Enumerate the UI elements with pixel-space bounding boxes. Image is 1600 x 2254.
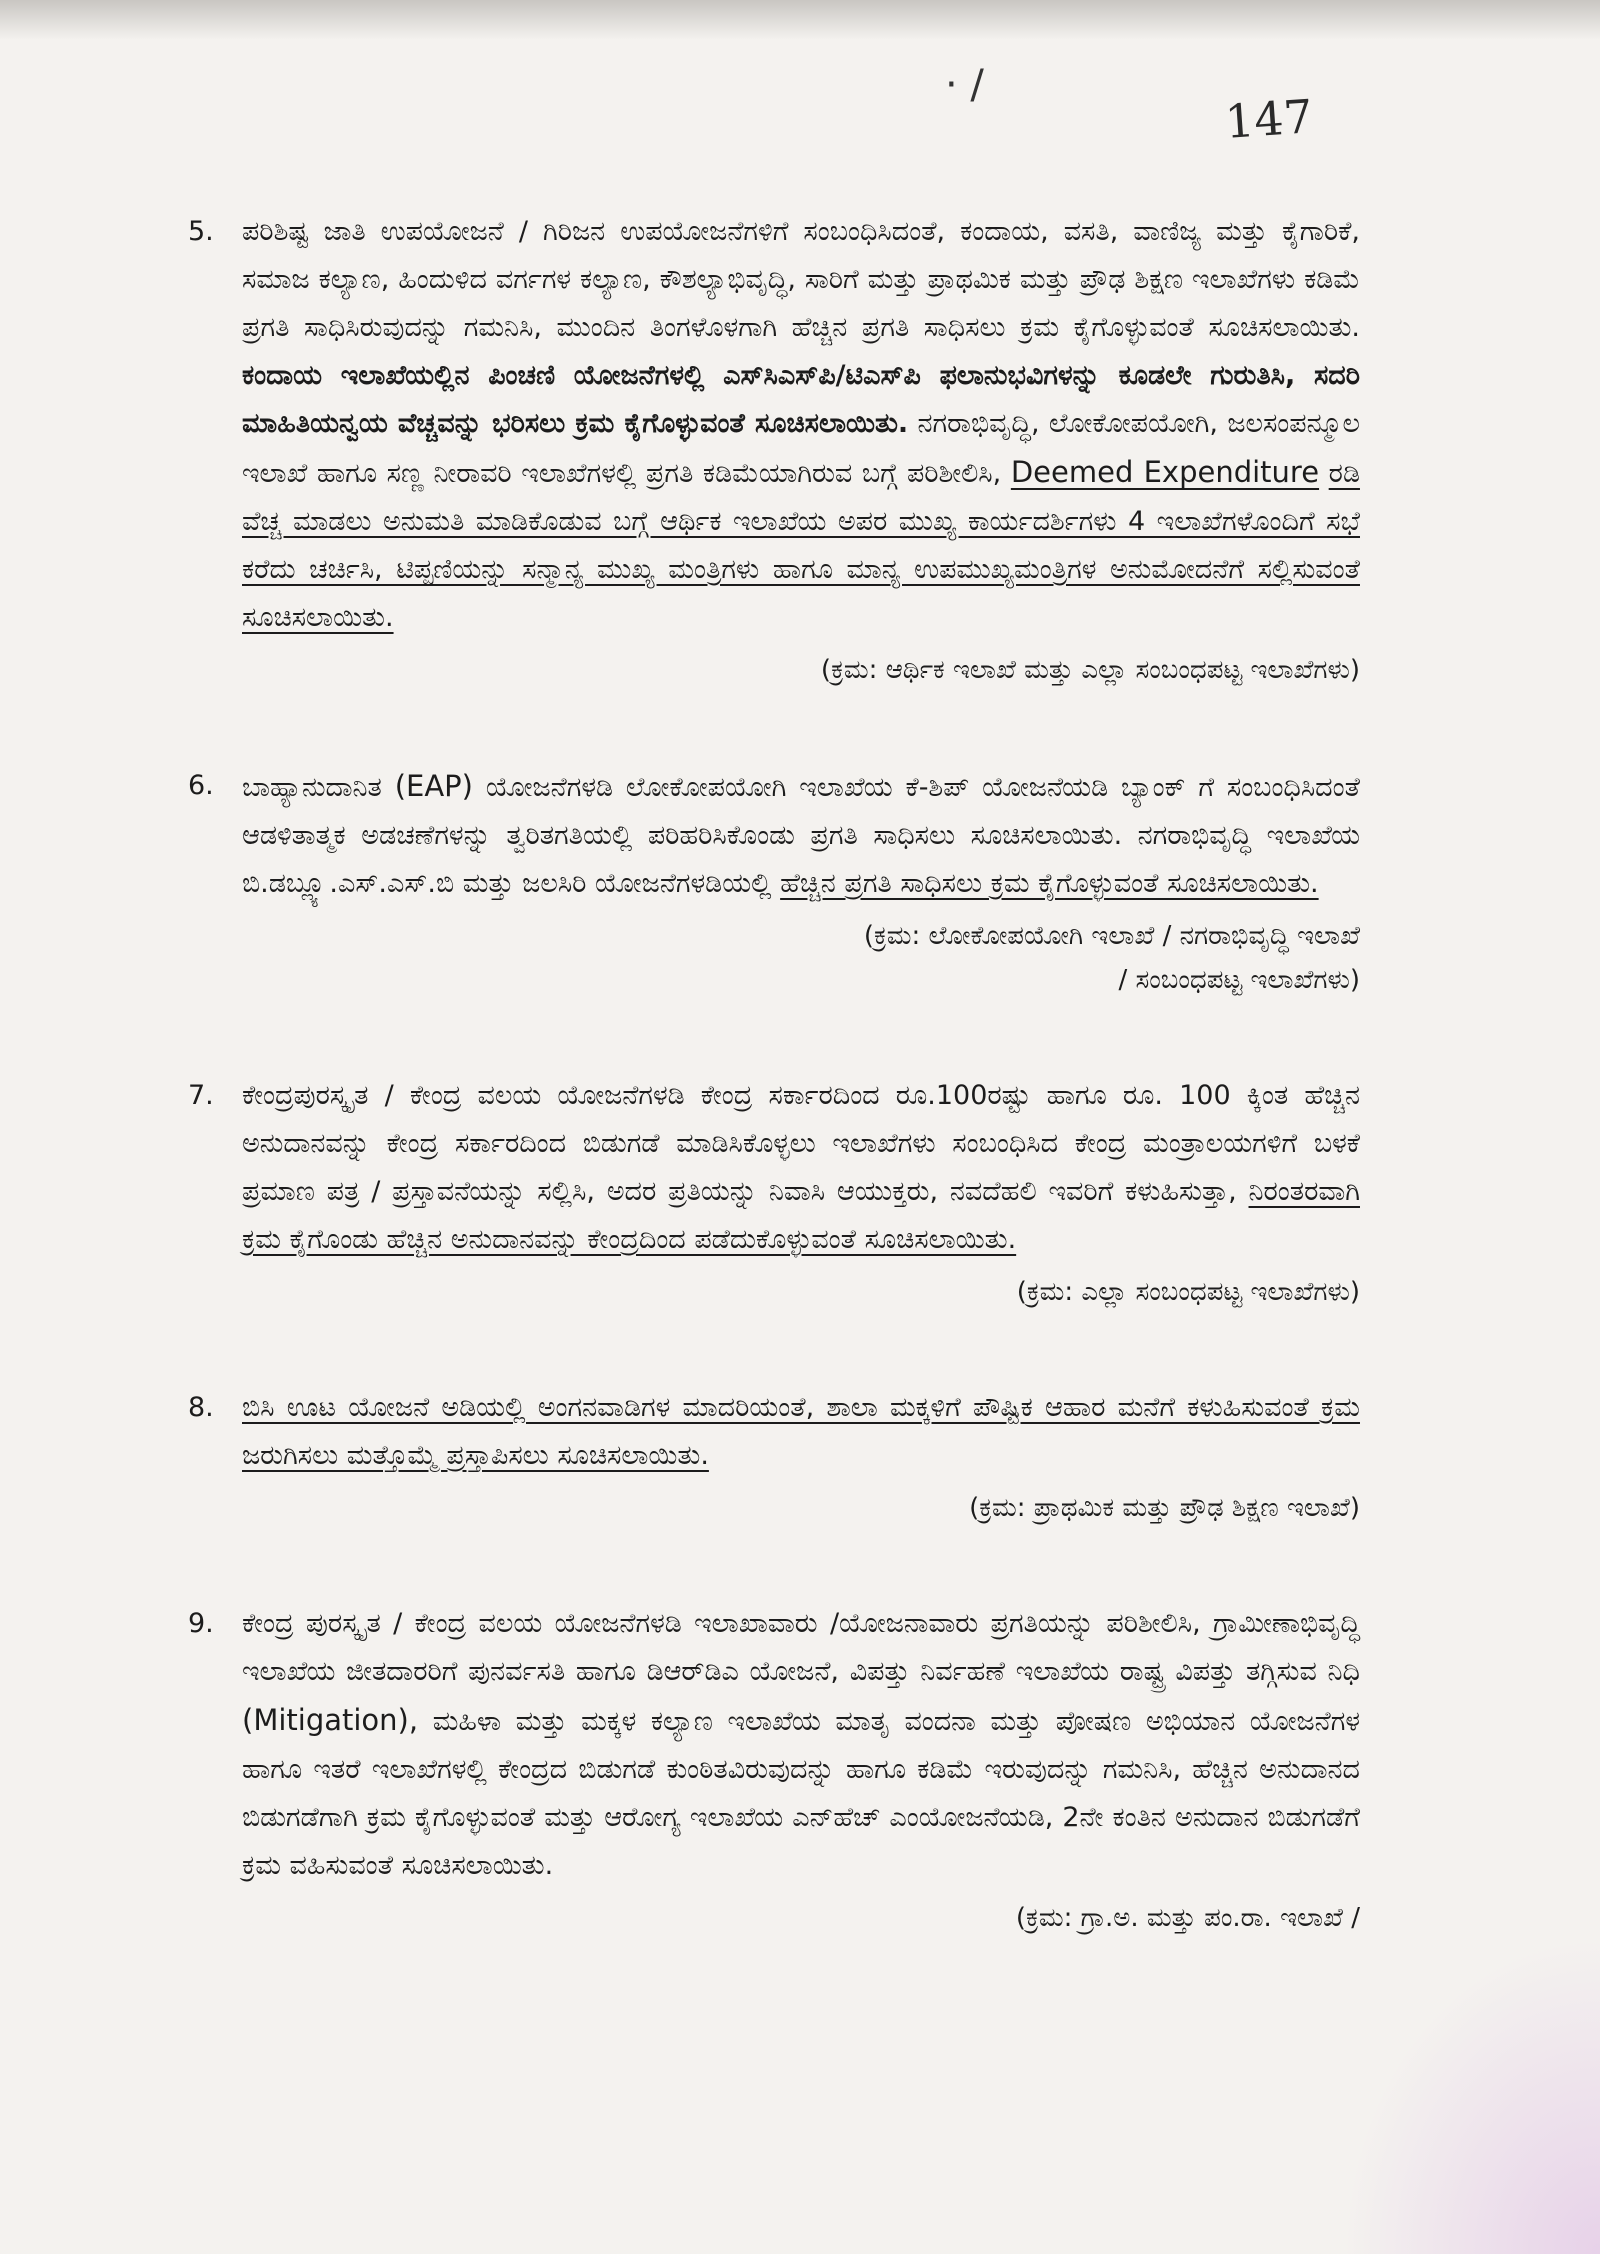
item-text-part: ಕೇಂದ್ರ ಪುರಸ್ಕೃತ / ಕೇಂದ್ರ ವಲಯ ಯೋಜನೆಗಳಡಿ ಇಲಾಖಾವಾರು /ಯೋಜನಾವಾರು ಪ್ರಗತಿಯನ್ನು ಪರಿಶೀಲಿಸಿ, ಗ್ರಾಮೀಣಾಭಿವೃದ್ಧಿ ಇಲಾಖೆಯ ಜೀತದಾರರಿಗೆ ಪುನರ್ವಸತಿ ಹಾಗೂ ಡಿಆರ್‌ಡಿಎ ಯೋಜನೆ, ವಿಪತ್ತು ನಿರ್ವಹಣೆ ಇಲಾಖೆಯ ರಾಷ್ಟ್ರ ವಿಪತ್ತು ತಗ್ಗಿಸುವ ನಿಧಿ bbox=[242, 1608, 1360, 1687]
responsibility-note: (ಕ್ರಮ: ಪ್ರಾಥಮಿಕ ಮತ್ತು ಪ್ರೌಢ ಶಿಕ್ಷಣ ಇಲಾಖೆ) bbox=[969, 1493, 1360, 1523]
item-text-part: ಬಾಹ್ಯಾನುದಾನಿತ bbox=[242, 772, 382, 803]
scan-color-tint bbox=[1340, 1934, 1600, 2254]
page-mark: · / bbox=[945, 62, 984, 108]
item-text-part: ಬಿಸಿ ಊಟ ಯೋಜನೆ ಅಡಿಯಲ್ಲಿ ಅಂಗನವಾಡಿಗಳ ಮಾದರಿಯಂತೆ, ಶಾಲಾ ಮಕ್ಕಳಿಗೆ ಪೌಷ್ಟಿಕ ಆಹಾರ ಮನೆಗೆ ಕಳುಹಿಸುವಂತೆ ಕ್ರಮ ಜರುಗಿಸಲು ಮತ್ತೊಮ್ಮೆ ಪ್ರಸ್ತಾಪಿಸಲು ಸೂಚಿಸಲಾಯಿತು. bbox=[242, 1392, 1360, 1471]
handwritten-page-number: 147 bbox=[1223, 89, 1315, 149]
item-number: 5. bbox=[188, 216, 214, 247]
item-text-part: ಪರಿಶಿಷ್ಟ ಜಾತಿ ಉಪಯೋಜನೆ / ಗಿರಿಜನ ಉಪಯೋಜನೆಗಳಿಗೆ ಸಂಬಂಧಿಸಿದಂತೆ, ಕಂದಾಯ, ವಸತಿ, ವಾಣಿಜ್ಯ ಮತ್ತು ಕೈಗಾರಿಕೆ, ಸಮಾಜ ಕಲ್ಯಾಣ, ಹಿಂದುಳಿದ ವರ್ಗಗಳ ಕಲ್ಯಾಣ, ಕೌಶಲ್ಯಾಭಿವೃದ್ಧಿ, ಸಾರಿಗೆ ಮತ್ತು ಪ್ರಾಥಮಿಕ ಮತ್ತು ಪ್ರೌಢ ಶಿಕ್ಷಣ ಇಲಾಖೆಗಳು ಕಡಿಮೆ ಪ್ರಗತಿ ಸಾಧಿಸಿರುವುದನ್ನು ಗಮನಿಸಿ, ಮುಂದಿನ ತಿಂಗಳೊಳಗಾಗಿ ಹೆಚ್ಚಿನ ಪ್ರಗತಿ ಸಾಧಿಸಲು ಕ್ರಮ ಕೈಗೊಳ್ಳುವಂತೆ ಸೂಚಿಸಲಾಯಿತು. bbox=[242, 216, 1360, 343]
item-number: 9. bbox=[188, 1608, 214, 1639]
item-text-part: ಯೋಜನೆಗಳಡಿ ಲೋಕೋಪಯೋಗಿ ಇಲಾಖೆಯ ಕೆ-ಶಿಪ್ ಯೋಜನೆಯಡಿ ಬ್ಯಾಂಕ್ ಗೆ ಸಂಬಂಧಿಸಿದಂತೆ ಆಡಳಿತಾತ್ಮಕ ಅಡಚಣೆಗಳನ್ನು ತ್ವರಿತಗತಿಯಲ್ಲಿ ಪರಿಹರಿಸಿಕೊಂಡು ಪ್ರಗತಿ ಸಾಧಿಸಲು ಸೂಚಿಸಲಾಯಿತು. ನಗರಾಭಿವೃದ್ಧಿ ಇಲಾಖೆಯ ಬಿ.ಡಬ್ಲ್ಯೂ.ಎಸ್.ಎಸ್.ಬಿ ಮತ್ತು ಜಲಸಿರಿ ಯೋಜನೆಗಳಡಿಯಲ್ಲಿ bbox=[242, 772, 1360, 899]
document-body bbox=[190, 208, 1360, 2010]
responsibility-note: (ಕ್ರಮ: ಎಲ್ಲಾ ಸಂಬಂಧಪಟ್ಟ ಇಲಾಖೆಗಳು) bbox=[1016, 1277, 1360, 1307]
item-number: 8. bbox=[188, 1392, 214, 1423]
responsibility-line: / ಸಂಬಂಧಪಟ್ಟ ಇಲಾಖೆಗಳು) bbox=[1118, 965, 1360, 995]
item-text-latin: (Mitigation), bbox=[242, 1703, 419, 1737]
item-text-latin: Deemed Expenditure bbox=[1010, 455, 1320, 489]
item-text-part: ಹೆಚ್ಚಿನ ಪ್ರಗತಿ ಸಾಧಿಸಲು ಕ್ರಮ ಕೈಗೊಳ್ಳುವಂತೆ ಸೂಚಿಸಲಾಯಿತು. bbox=[780, 868, 1319, 899]
item-text-part: ಮಹಿಳಾ ಮತ್ತು ಮಕ್ಕಳ ಕಲ್ಯಾಣ ಇಲಾಖೆಯ ಮಾತೃ ವಂದನಾ ಮತ್ತು ಪೋಷಣ ಅಭಿಯಾನ ಯೋಜನೆಗಳ ಹಾಗೂ ಇತರೆ ಇಲಾಖೆಗಳಲ್ಲಿ ಕೇಂದ್ರದ ಬಿಡುಗಡೆ ಕುಂಠಿತವಿರುವುದನ್ನು ಹಾಗೂ ಕಡಿಮೆ ಇರುವುದನ್ನು ಗಮನಿಸಿ, ಹೆಚ್ಚಿನ ಅನುದಾನದ ಬಿಡುಗಡೆಗಾಗಿ ಕ್ರಮ ಕೈಗೊಳ್ಳುವಂತೆ ಮತ್ತು ಆರೋಗ್ಯ ಇಲಾಖೆಯ ಎನ್‌ಹೆಚ್ ಎಂಯೋಜನೆಯಡಿ, 2ನೇ ಕಂತಿನ ಅನುದಾನ ಬಿಡುಗಡೆಗೆ ಕ್ರಮ ವಹಿಸುವಂತೆ ಸೂಚಿಸಲಾಯಿತು. bbox=[242, 1706, 1360, 1881]
item-text bbox=[242, 1384, 1360, 1480]
item-text bbox=[242, 208, 1360, 642]
item-text-part: ನಗರಾಭಿವೃದ್ಧಿ, ಲೋಕೋಪಯೋಗಿ, ಜಲಸಂಪನ್ಮೂಲ ಇಲಾಖೆ ಹಾಗೂ ಸಣ್ಣ ನೀರಾವರಿ ಇಲಾಖೆಗಳಲ್ಲಿ ಪ್ರಗತಿ ಕಡಿಮೆಯಾಗಿರುವ ಬಗ್ಗೆ ಪರಿಶೀಲಿಸಿ, bbox=[242, 408, 1360, 489]
item-text bbox=[242, 1600, 1360, 1890]
responsibility-note bbox=[190, 914, 1360, 1002]
item-text bbox=[242, 1072, 1360, 1264]
item-7 bbox=[190, 1072, 1360, 1314]
responsibility-line: (ಕ್ರಮ: ಲೋಕೋಪಯೋಗಿ ಇಲಾಖೆ / ನಗರಾಭಿವೃದ್ಧಿ ಇಲಾಖೆ bbox=[863, 921, 1360, 951]
item-8 bbox=[190, 1384, 1360, 1530]
item-number: 7. bbox=[188, 1080, 214, 1111]
responsibility-note: (ಕ್ರಮ: ಆರ್ಥಿಕ ಇಲಾಖೆ ಮತ್ತು ಎಲ್ಲಾ ಸಂಬಂಧಪಟ್ಟ ಇಲಾಖೆಗಳು) bbox=[820, 655, 1360, 685]
item-6 bbox=[190, 762, 1360, 1002]
item-text-part: ಕೇಂದ್ರಪುರಸ್ಕೃತ / ಕೇಂದ್ರ ವಲಯ ಯೋಜನೆಗಳಡಿ ಕೇಂದ್ರ ಸರ್ಕಾರದಿಂದ ರೂ.100ರಷ್ಟು ಹಾಗೂ ರೂ. 100 ಕ್ಕಿಂತ ಹೆಚ್ಚಿನ ಅನುದಾನವನ್ನು ಕೇಂದ್ರ ಸರ್ಕಾರದಿಂದ ಬಿಡುಗಡೆ ಮಾಡಿಸಿಕೊಳ್ಳಲು ಇಲಾಖೆಗಳು ಸಂಬಂಧಿಸಿದ ಕೇಂದ್ರ ಮಂತ್ರಾಲಯಗಳಿಗೆ ಬಳಕೆ ಪ್ರಮಾಣ ಪತ್ರ / ಪ್ರಸ್ತಾವನೆಯನ್ನು ಸಲ್ಲಿಸಿ, ಅದರ ಪ್ರತಿಯನ್ನು ನಿವಾಸಿ ಆಯುಕ್ತರು, ನವದೆಹಲಿ ಇವರಿಗೆ ಕಳುಹಿಸುತ್ತಾ, bbox=[242, 1080, 1360, 1207]
item-text-part: ನಿರಂತರವಾಗಿ ಕ್ರಮ ಕೈಗೊಂಡು ಹೆಚ್ಚಿನ ಅನುದಾನವನ್ನು ಕೇಂದ್ರದಿಂದ ಪಡೆದುಕೊಳ್ಳುವಂತೆ ಸೂಚಿಸಲಾಯಿತು. bbox=[242, 1176, 1360, 1255]
item-9 bbox=[190, 1600, 1360, 1940]
item-number: 6. bbox=[188, 770, 214, 801]
page-top-edge bbox=[0, 0, 1600, 40]
item-text bbox=[242, 762, 1360, 908]
item-5 bbox=[190, 208, 1360, 692]
responsibility-note: (ಕ್ರಮ: ಗ್ರಾ.ಅ. ಮತ್ತು ಪಂ.ರಾ. ಇಲಾಖೆ / bbox=[1015, 1903, 1360, 1933]
item-text-part: ಕಂದಾಯ ಇಲಾಖೆಯಲ್ಲಿನ ಪಿಂಚಣಿ ಯೋಜನೆಗಳಲ್ಲಿ ಎಸ್‌ಸಿಎಸ್‌ಪಿ/ಟಿಎಸ್‌ಪಿ ಫಲಾನುಭವಿಗಳನ್ನು ಕೂಡಲೇ ಗುರುತಿಸಿ, ಸದರಿ ಮಾಹಿತಿಯನ್ವಯ ವೆಚ್ಚವನ್ನು ಭರಿಸಲು ಕ್ರಮ ಕೈಗೊಳ್ಳುವಂತೆ ಸೂಚಿಸಲಾಯಿತು. bbox=[242, 360, 1360, 439]
item-text-latin: (EAP) bbox=[394, 769, 473, 803]
item-text-part: ರಡಿ ವೆಚ್ಚ ಮಾಡಲು ಅನುಮತಿ ಮಾಡಿಕೊಡುವ ಬಗ್ಗೆ ಆರ್ಥಿಕ ಇಲಾಖೆಯ ಅಪರ ಮುಖ್ಯ ಕಾರ್ಯದರ್ಶಿಗಳು 4 ಇಲಾಖೆಗಳೊಂದಿಗೆ ಸಭೆ ಕರೆದು ಚರ್ಚಿಸಿ, ಟಿಪ್ಪಣಿಯನ್ನು ಸನ್ಮಾನ್ಯ ಮುಖ್ಯ ಮಂತ್ರಿಗಳು ಹಾಗೂ ಮಾನ್ಯ ಉಪಮುಖ್ಯಮಂತ್ರಿಗಳ ಅನುಮೋದನೆಗೆ ಸಲ್ಲಿಸುವಂತೆ ಸೂಚಿಸಲಾಯಿತು. bbox=[242, 458, 1360, 633]
